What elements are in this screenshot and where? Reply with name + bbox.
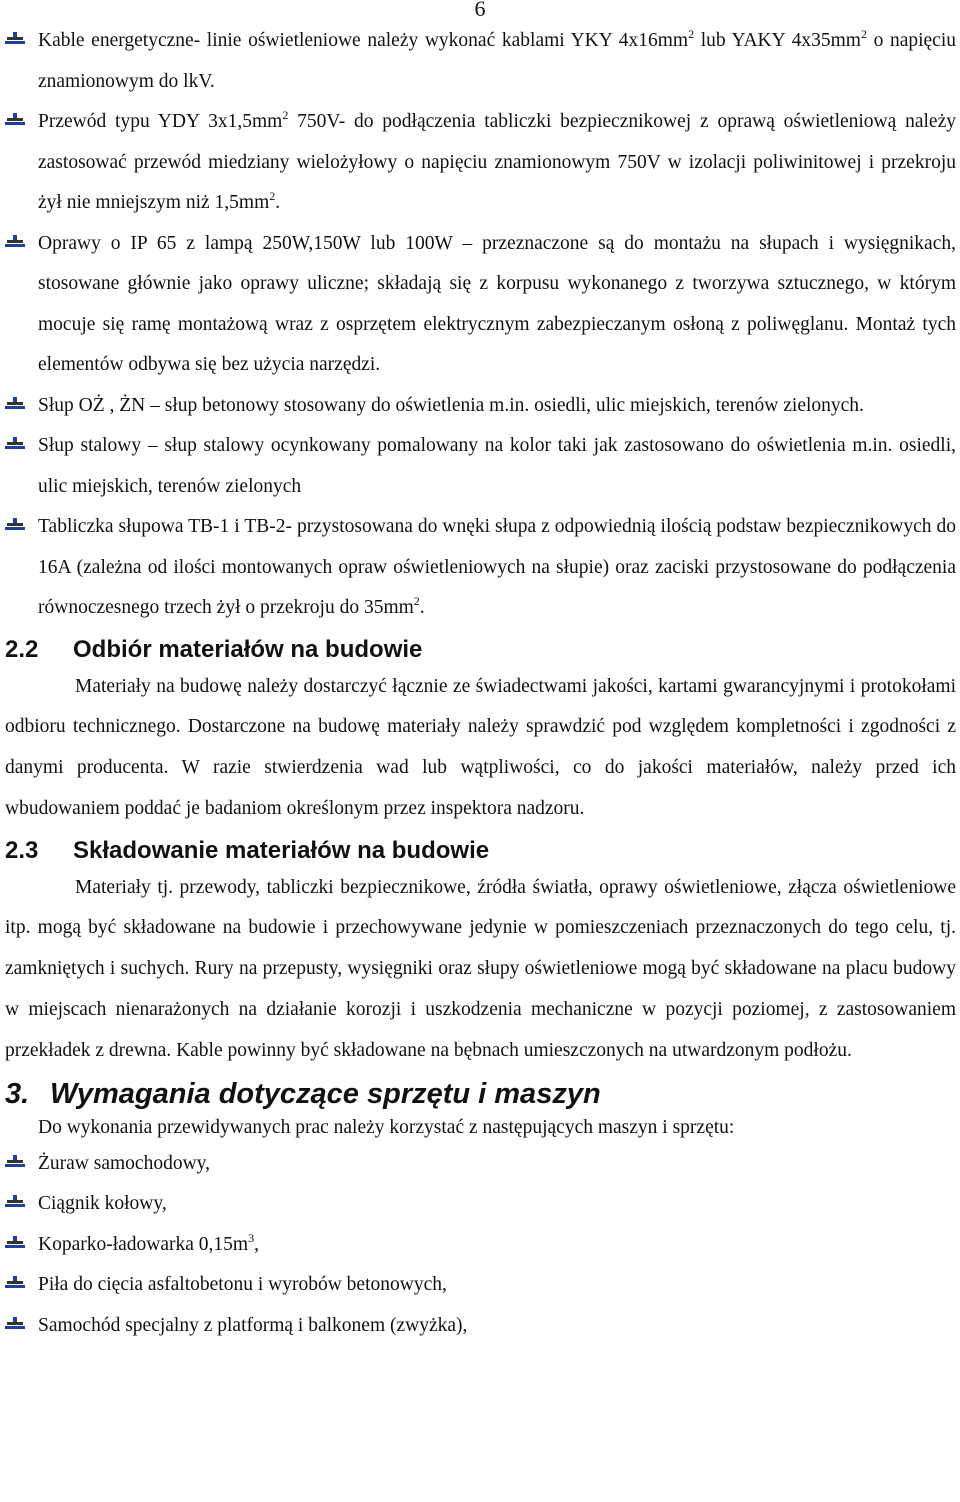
bullet-arrow-icon bbox=[5, 235, 25, 249]
section-heading-3 bbox=[0, 1076, 956, 1112]
section-number: 3. bbox=[5, 1077, 30, 1110]
list-item: Piła do cięcia asfaltobetonu i wyrobów betonowych, bbox=[0, 1265, 956, 1306]
section-title: Odbiór materiałów na budowie bbox=[73, 635, 423, 663]
bullet-arrow-icon bbox=[5, 113, 25, 127]
bullet-arrow-icon bbox=[5, 1236, 25, 1250]
bullet-arrow-icon bbox=[5, 518, 25, 532]
section-title: Składowanie materiałów na budowie bbox=[73, 836, 490, 864]
section-number: 2.3 bbox=[5, 836, 39, 864]
bullet-arrow-icon bbox=[5, 1195, 25, 1209]
bullet-arrow-icon bbox=[5, 1317, 25, 1331]
list-item: Samochód specjalny z platformą i balkonem (zwyżka), bbox=[0, 1306, 956, 1347]
list-item: Żuraw samochodowy, bbox=[0, 1144, 956, 1185]
list-item: Słup stalowy – słup stalowy ocynkowany pomalowany na kolor taki jak zastosowano do oświetlenia m.in. osiedli, ulic miejskich, terenów zielonych bbox=[0, 426, 956, 507]
bullet-arrow-icon bbox=[5, 32, 25, 46]
section-heading-2-2 bbox=[0, 633, 956, 667]
section-paragraph: Materiały tj. przewody, tabliczki bezpiecznikowe, źródła światła, oprawy oświetleniowe, złącza oświetleniowe itp. mogą być składowane na budowie i przechowywane jedynie w pomieszczeniach przeznaczonych do tego celu, tj. zamkniętych i suchych. Rury na przepusty, wysięgniki oraz słupy oświetleniowe mogą być składowane na placu budowy w miejscach nienarażonych na działanie korozji i uszkodzenia mechaniczne w pozycji poziomej, z zastosowaniem przekładek z drewna. Kable powinny być składowane na bębnach umieszczonych na utwardzonym podłożu. bbox=[5, 876, 956, 1061]
section-title: Wymagania dotyczące sprzętu i maszyn bbox=[50, 1077, 601, 1110]
section-number: 2.2 bbox=[5, 635, 39, 663]
bullet-arrow-icon bbox=[5, 437, 25, 451]
section-paragraph: Materiały na budowę należy dostarczyć łącznie ze świadectwami jakości, kartami gwarancyjnymi i protokołami odbioru technicznego. Dostarczone na budowę materiały należy sprawdzić pod względem kompletności i zgodności z danymi producenta. W razie stwierdzenia wad lub wątpliwości, co do jakości materiałów, należy przed ich wbudowaniem poddać je badaniom określonym przez inspektora nadzoru. bbox=[5, 675, 956, 819]
section-intro: Do wykonania przewidywanych prac należy korzystać z następujących maszyn i sprzętu: bbox=[38, 1116, 735, 1138]
list-item: Przewód typu YDY $3x1,5mm^2$ 750V- do podłączenia tabliczki bezpiecznikowej z oprawą oświetleniową należy zastosować przewód miedziany wielożyłowy o napięciu znamionowym 750V w izolacji poliwinitowej i przekroju żył nie mniejszym niż $1,5mm^2$. bbox=[0, 102, 956, 224]
list-item: Koparko-ładowarka $0,15m^3$, bbox=[0, 1225, 956, 1266]
section-heading-2-3 bbox=[0, 834, 956, 868]
bullet-arrow-icon bbox=[5, 1276, 25, 1290]
list-item: Tabliczka słupowa TB-1 i TB-2- przystosowana do wnęki słupa z odpowiednią ilością podstaw bezpiecznikowych do 16A (zależna od ilości montowanych opraw oświetleniowych na słupie) oraz zaciski przystosowane do podłączenia równoczesnego trzech żył o przekroju do $35mm^2$. bbox=[0, 507, 956, 629]
bullet-arrow-icon bbox=[5, 1155, 25, 1169]
bullet-arrow-icon bbox=[5, 397, 25, 411]
list-item: Słup OŻ , ŻN – słup betonowy stosowany do oświetlenia m.in. osiedli, ulic miejskich, terenów zielonych. bbox=[0, 386, 956, 427]
page-content bbox=[0, 21, 956, 1346]
list-item: Kable energetyczne- linie oświetleniowe należy wykonać kablami YKY $4x16mm^2$ lub YAKY $4x35mm^2$ o napięciu znamionowym do lkV. bbox=[0, 21, 956, 102]
page-number: 6 bbox=[474, 0, 486, 21]
list-item: Oprawy o IP 65 z lampą 250W,150W lub 100W – przeznaczone są do montażu na słupach i wysięgnikach, stosowane głównie jako oprawy uliczne; składają się z korpusu wykonanego z tworzywa sztucznego, w którym mocuje się ramę montażową wraz z osprzętem elektrycznym zabezpieczanym osłoną z poliwęglanu. Montaż tych elementów odbywa się bez użycia narzędzi. bbox=[0, 224, 956, 386]
list-item: Ciągnik kołowy, bbox=[0, 1184, 956, 1225]
